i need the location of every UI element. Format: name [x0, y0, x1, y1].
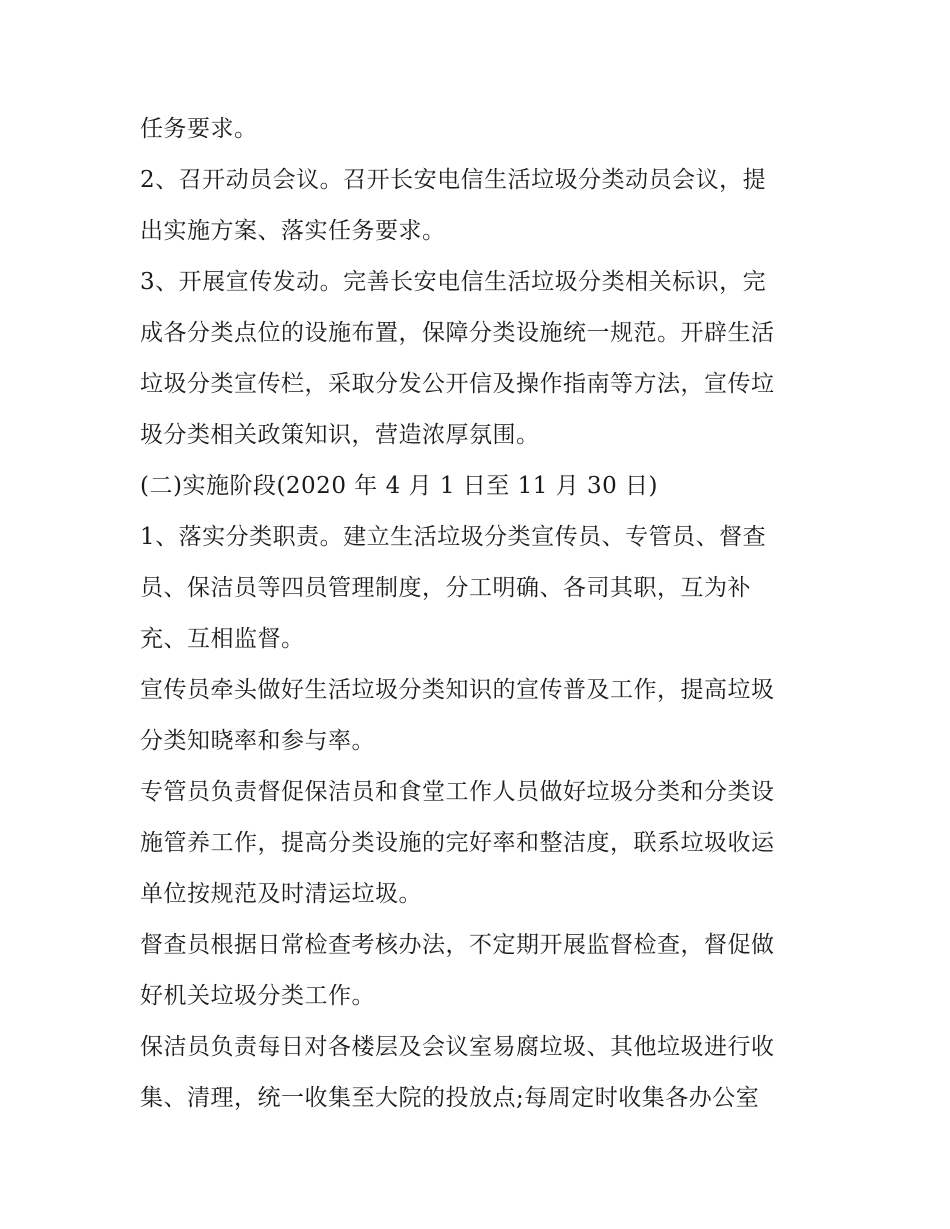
- text-line: 好机关垃圾分类工作。: [140, 983, 375, 1009]
- paragraph-publicity: [140, 257, 820, 461]
- section-heading-implementation-stage: [140, 461, 820, 512]
- document-body: [140, 104, 820, 1124]
- text-line: 保洁员负责每日对各楼层及会议室易腐垃圾、其他垃圾进行收: [140, 1034, 775, 1060]
- text-line: 宣传员牵头做好生活垃圾分类知识的宣传普及工作，提高垃圾: [140, 677, 775, 703]
- text-line: (二)实施阶段(2020 年 4 月 1 日至 11 月 30 日): [140, 473, 659, 499]
- text-line: 督查员根据日常检查考核办法，不定期开展监督检查，督促做: [140, 932, 775, 958]
- text-line: 2、召开动员会议。召开长安电信生活垃圾分类动员会议，提: [140, 167, 767, 193]
- text-line: 圾分类相关政策知识，营造浓厚氛围。: [140, 422, 540, 448]
- paragraph-publicist-role: [140, 665, 820, 767]
- text-line: 任务要求。: [140, 116, 258, 142]
- text-line: 分类知晓率和参与率。: [140, 728, 375, 754]
- text-line: 成各分类点位的设施布置，保障分类设施统一规范。开辟生活: [140, 320, 775, 346]
- paragraph-inspector-role: [140, 920, 820, 1022]
- paragraph-cleaner-role: [140, 1022, 820, 1124]
- text-line: 1、落实分类职责。建立生活垃圾分类宣传员、专管员、督查: [140, 524, 767, 550]
- text-line: 集、清理，统一收集至大院的投放点;每周定时收集各办公室: [140, 1085, 760, 1111]
- text-line: 3、开展宣传发动。完善长安电信生活垃圾分类相关标识，完: [140, 269, 767, 295]
- text-line: 垃圾分类宣传栏，采取分发公开信及操作指南等方法，宣传垃: [140, 371, 775, 397]
- text-line: 单位按规范及时清运垃圾。: [140, 881, 422, 907]
- paragraph-classification-duties: [140, 512, 820, 665]
- text-line: 员、保洁员等四员管理制度，分工明确、各司其职，互为补: [140, 575, 751, 601]
- paragraph-manager-role: [140, 767, 820, 920]
- text-line: 出实施方案、落实任务要求。: [140, 218, 446, 244]
- paragraph-mobilization-meeting: [140, 155, 820, 257]
- paragraph-task-requirements-end: [140, 104, 820, 155]
- text-line: 施管养工作，提高分类设施的完好率和整洁度，联系垃圾收运: [140, 830, 775, 856]
- text-line: 充、互相监督。: [140, 626, 305, 652]
- text-line: 专管员负责督促保洁员和食堂工作人员做好垃圾分类和分类设: [140, 779, 775, 805]
